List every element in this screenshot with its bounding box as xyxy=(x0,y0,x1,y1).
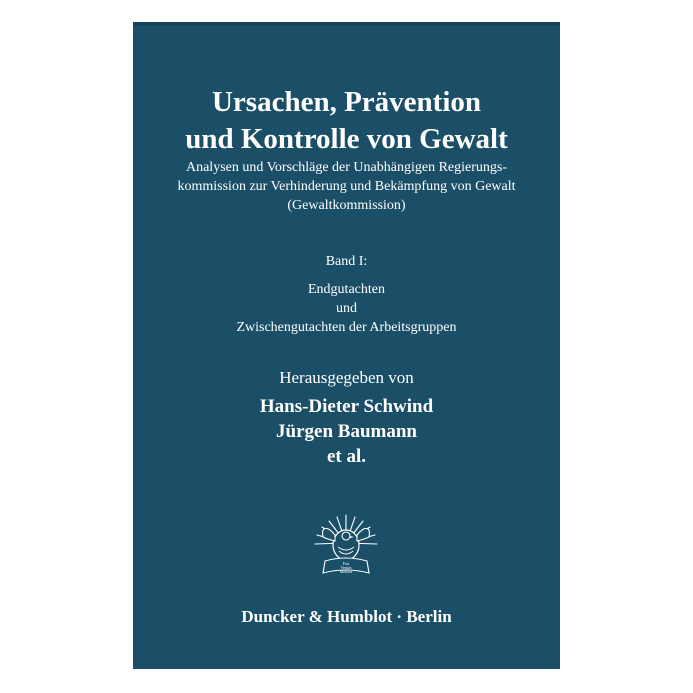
subtitle-line-2: kommission zur Verhinderung und Bekämpfung von Gewalt xyxy=(177,179,516,194)
logo-text-2: Veritas xyxy=(340,565,352,570)
volume-contents xyxy=(133,280,560,337)
editor-2: Jürgen Baumann xyxy=(276,421,417,442)
publisher-logo-icon xyxy=(311,513,382,579)
title-line-1: Ursachen, Prävention xyxy=(211,86,482,118)
cover-top-band xyxy=(133,22,560,26)
book-cover xyxy=(133,22,560,669)
subtitle-line-3: (Gewaltkommission) xyxy=(287,198,406,213)
editor-1: Hans-Dieter Schwind xyxy=(259,396,434,417)
contents-line-3: Zwischengutachten der Arbeitsgruppen xyxy=(236,320,457,335)
contents-line-1: Endgutachten xyxy=(308,282,385,297)
volume-label: Band I: xyxy=(325,254,368,269)
logo-text-3: Meliora xyxy=(339,569,353,574)
editor-3: et al. xyxy=(326,446,367,467)
contents-line-2: und xyxy=(336,301,357,316)
editor-label: Herausgegeben von xyxy=(279,368,414,387)
title-line-2: und Kontrolle von Gewalt xyxy=(185,123,508,155)
logo-text-1: Fiat xyxy=(342,561,350,566)
book-title xyxy=(133,84,560,158)
subtitle-line-1: Analysen und Vorschläge der Unabhängigen Regierungs- xyxy=(185,160,507,175)
publisher-name: Duncker & Humblot · Berlin xyxy=(241,607,452,626)
editor-list xyxy=(133,394,560,469)
book-subtitle xyxy=(133,158,560,215)
